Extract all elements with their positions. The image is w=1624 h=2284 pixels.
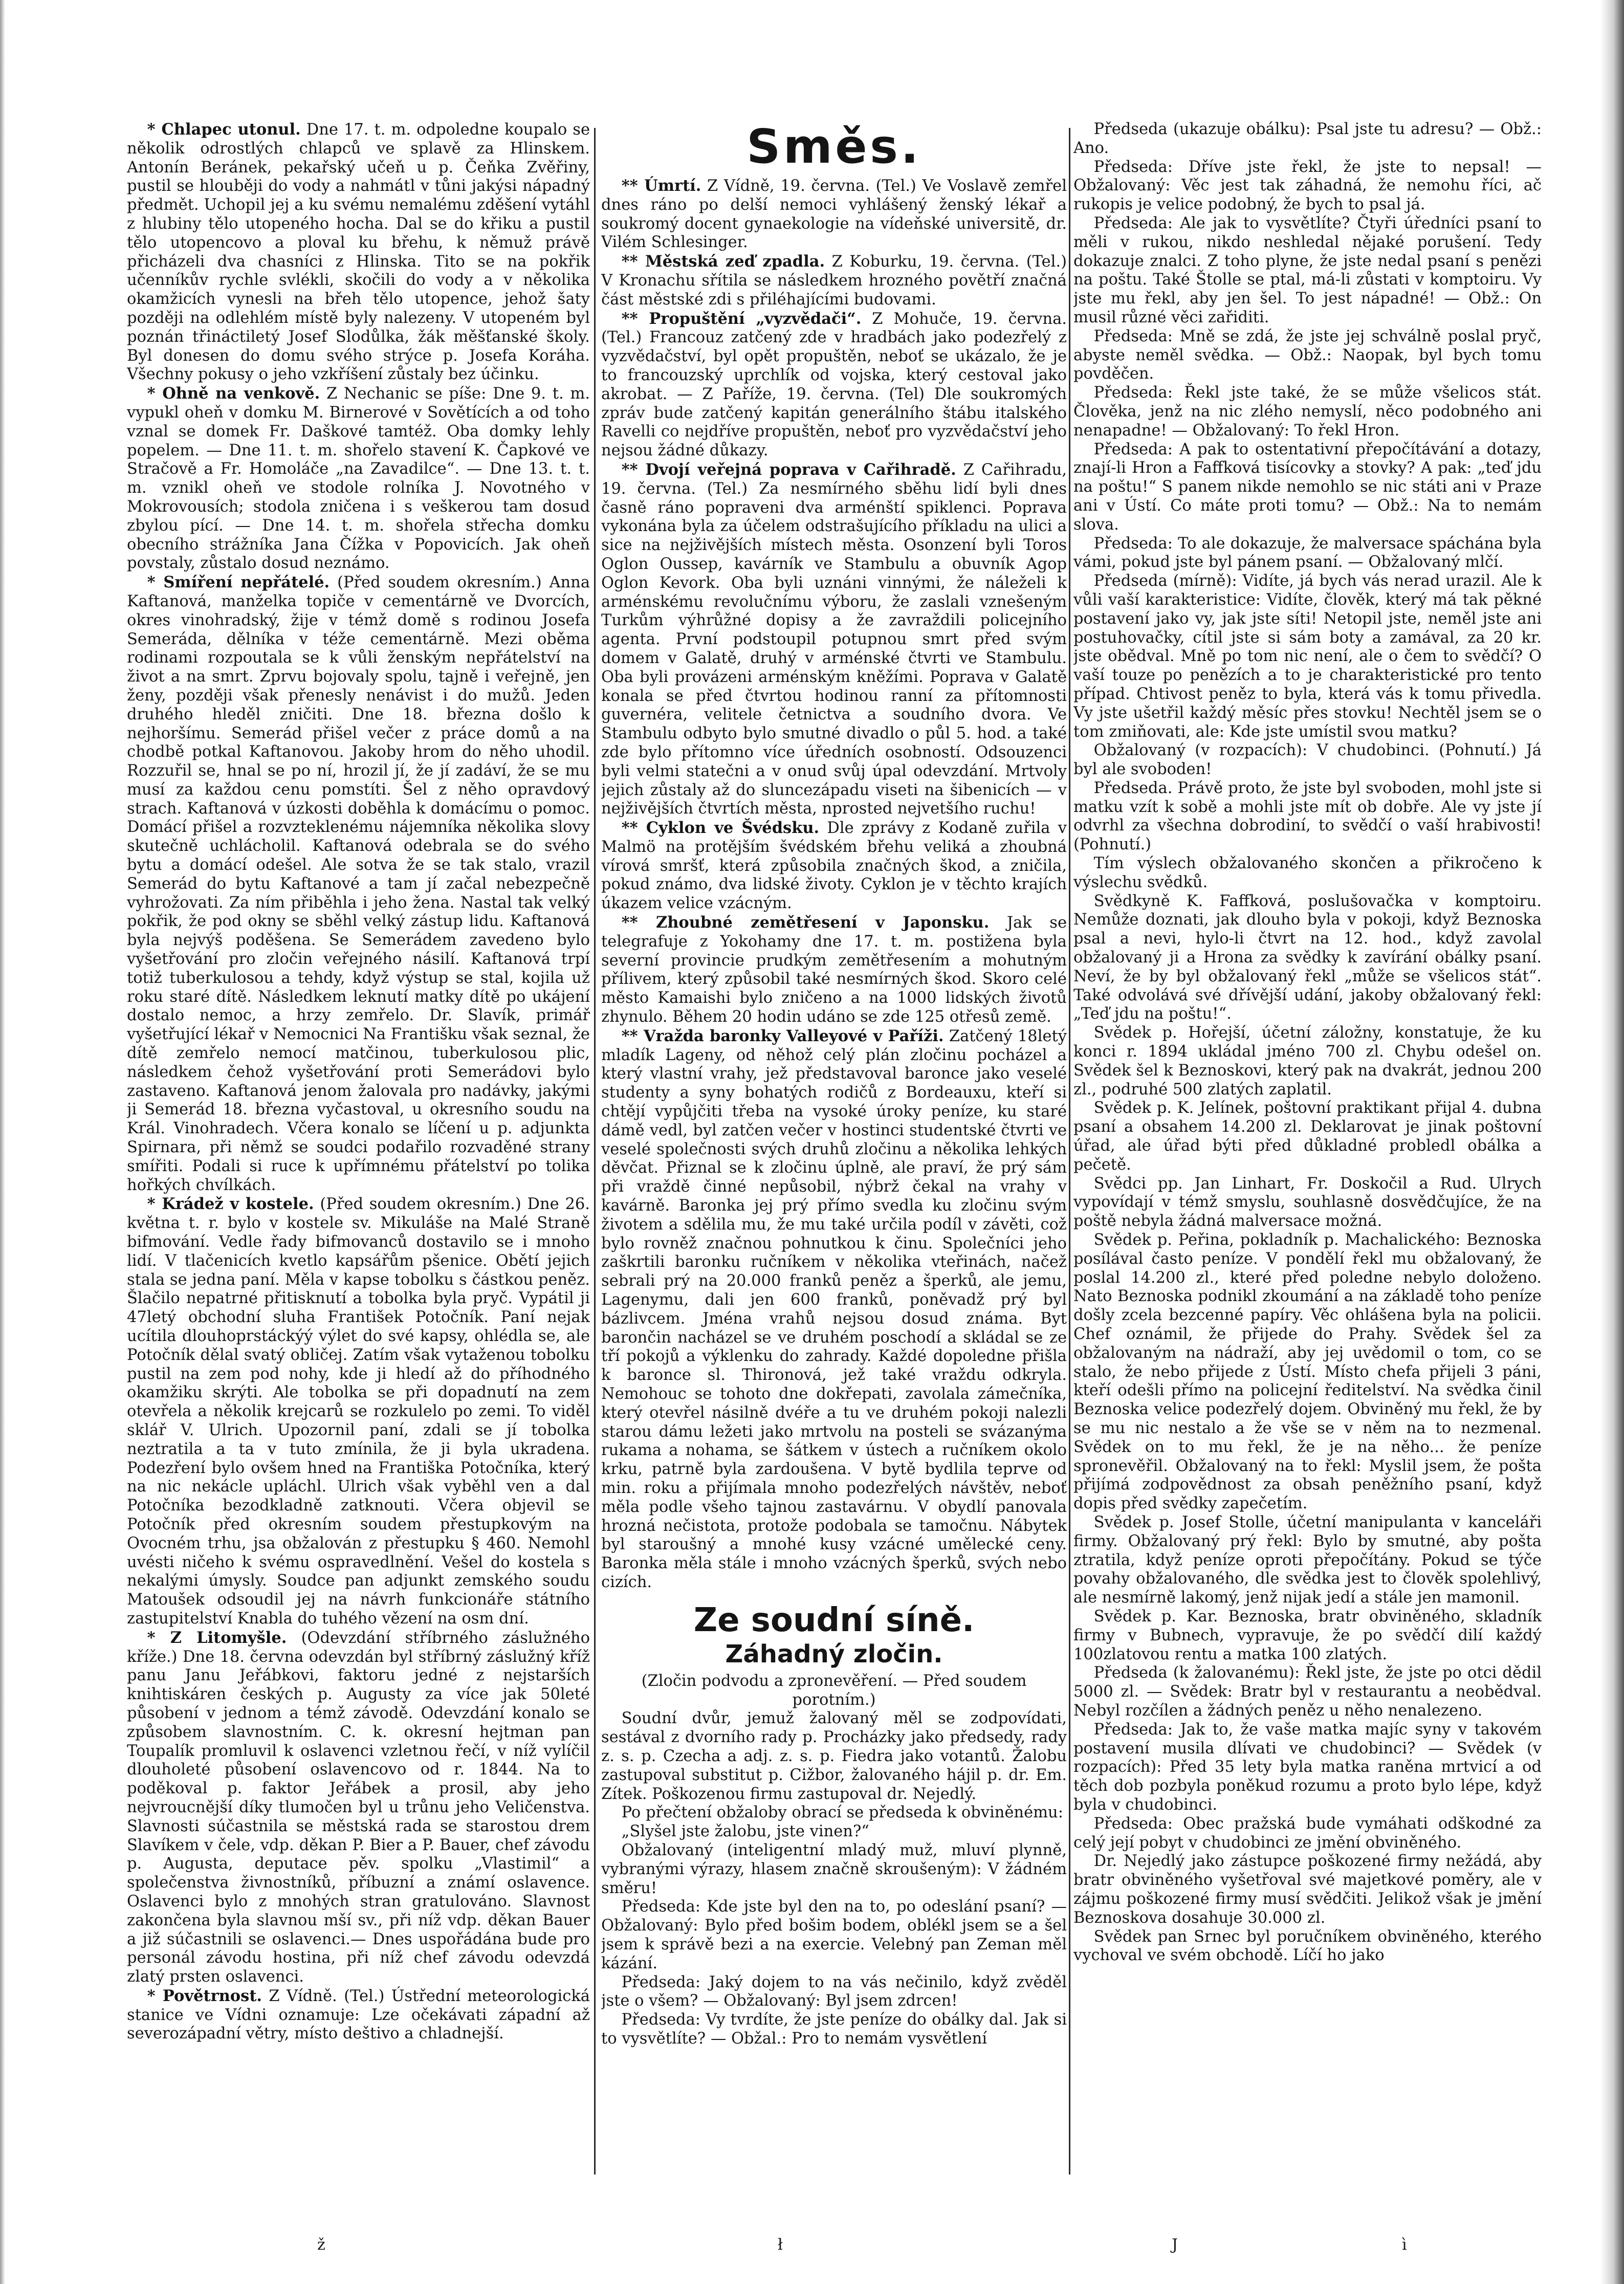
court-paragraph: Svědek p. Peřina, pokladník p. Machalického: Beznoska posílával často peníze. V pondělí řekl mu obžalovaný, že poslal 14.200 zl., které před poledne nebylo doloženo. Nato Beznoska podnikl zkoumání a na základě toho peníze došly zcela bezcenné papíry. Věc ohlášena byla na policii. Chef oznámil, že přijede do Prahy. Svědek šel za obžalovaným na nádraží, aby jej uvědomil o tom, co se stalo, že nebo přijede z Ústí. Místo chefa přijeli 3 páni, kteří odešli přímo na policejní ředitelství. Na svědka činil Beznoska velice podezřelý dojem. Obviněný mu řekl, že by se mu nic nestalo a že vše se v něm na to nezmenal. Svědek on to mu řekl, že je na něho... že peníze spronevěřil. Obžalovaný na to řekl: Myslil jsem, že pošta přijímá zodpovědnost za obsah peněžního psaní, když dopis před svědky zapečetím. [1073, 1231, 1542, 1513]
article-headline: ** Cyklon ve Švédsku. [621, 819, 820, 838]
article-headline: * Ohně na venkově. [147, 384, 320, 403]
print-mark: ž [317, 2236, 325, 2254]
article-text: Jak se telegrafuje z Yokohamy dne 17. t. m. postižena byla severní provincie prudkým zemětřesením a mohutným přílivem, který způsobil také nesmírných škod. Skoro celé město Kamaishi bylo zničeno a na 1000 lidských životů zhynulo. Během 20 hodin udáno se zde 125 otřesů země. [601, 914, 1067, 1026]
article-paragraph [127, 1987, 590, 2044]
article-headline: * Z Litomyšle. [147, 1628, 287, 1647]
article-headline: ** Úmrtí. [621, 177, 701, 195]
court-paragraph: Předseda: To ale dokazuje, že malversace spáchána byla vámi, pokud jste byl pánem psaní. — Obžalovaný mlčí. [1073, 534, 1542, 572]
court-paragraph: Předseda: Obec pražská bude vymáhati odškodné za celý její pobyt v chudobinci ze jmění obviněného. [1073, 1814, 1542, 1852]
court-paragraph: Tím výslech obžalovaného skončen a přikročeno k výslechu svědků. [1073, 854, 1542, 891]
article-text: Dle zprávy z Kodaně zuřila v Malmö na protějším švédském břehu veliká a zhoubná vírová smršť, která způsobila značných škod, a zničila, pokud známo, dva lidské životy. Cyklon je v těchto krajích úkazem velice vzácným. [601, 819, 1067, 913]
print-mark: J [1172, 2236, 1178, 2254]
court-paragraph: Předseda: Dříve jste řekl, že jste to nepsal! — Obžalovaný: Věc jest tak záhadná, že nemohu říci, ač rukopis je velice podobný, že bych to psal já. [1073, 158, 1542, 214]
article-text: Zatčený 18letý mladík Lageny, od něhož celý plán zločinu pocházel a který vlastní vrahy, jež představoval baronce jako veselé studenty a syny bohatých rodičů z Bordeauxu, kteří si chtějí vypůjčiti třeba na vysoké úroky peníze, ku staré dámě vedl, byl zatčen večer v hostinci studentské čtvrti ve veselé společnosti svých druhů zločinu a několika lehkých děvčat. Přiznal se k zločinu úplně, ale praví, že prý sám při vraždě činné nepůsobil, nýbrž čekal na vrahy v kavárně. Baronka jej prý přímo svedla ku zločinu svým životem a sdělila mu, že mu také určila podíl v závěti, což bylo rovněž značnou pohnutkou k činu. Společníci jeho zaškrtili baronku ručníkem v několika vteřinách, načež sebrali prý na 20.000 franků peněz a šperků, ale jemu, Lagenymu, dali jen 600 franků, poněvadž prý byl bázlivcem. Jména vrahů nejsou dosud známa. Byt barončin nacházel se ve druhém poschodí a skládal se ze tří pokojů a výklenku do zahrady. Každé dopoledne přišla k baronce sl. Thironová, jež také vraždu odkryla. Nemohouc se tohoto dne dokřepati, zavolala zámečníka, který otevřel násilně dvéře a tu ve druhém pokoji nalezli starou dámu ležeti jako mrtvolu na posteli se svázanýma rukama a nohama, se šátkem v ústech a ručníkem okolo krku, patrně byla zardoušena. V bytě bydlila teprve od min. roku a přijímala mnoho podezřelých návštěv, neboť měla podle všeho tajnou zastavárnu. V obydlí panovala hrozná nečistota, protože podobala se tamočnu. Nábytek byl staroušný a mnohé kusy vzácné umělecké ceny. Baronka měla stále i mnoho vzácných šperků, svých nebo cizích. [601, 1027, 1067, 1591]
article-text: Z Nechanic se píše: Dne 9. t. m. vypukl oheň v domku M. Birnerové v Sovětících a od toho vznal se domek Fr. Daškové tamtéž. Oba domky lehly popelem. — Dne 11. t. m. shořelo stavení K. Čapkové ve Stračově a Fr. Homoláče „na Zavadilce“. — Dne 13. t. t. m. vznikl oheň ve stodole rolníka J. Novotného v Mokrovousích; stodola zničena i s veškerou tam dosud zbylou pící. — Dne 14. t. m. shořela střecha domku obecního strážníka Jana Čížka v Popovicích. Jak oheň povstaly, zůstalo dosud neznámo. [127, 385, 590, 573]
miscellany-articles [601, 177, 1067, 1592]
court-paragraph: Soudní dvůr, jemuž žalovaný měl se zodpovídati, sestával z dvorního rady p. Procházky jako předsedy, rady z. s. p. Czecha a adj. z. s. p. Fiedra jako votantů. Žalobu zastupoval substitut p. Cižbor, žalovaného hájil p. dr. Em. Zítek. Poškozenou firmu zastupoval dr. Nejedlý. [601, 1709, 1067, 1803]
court-paragraph: Předseda (ukazuje obálku): Psal jste tu adresu? — Obž.: Ano. [1073, 120, 1542, 157]
print-mark: ì [1402, 2236, 1407, 2254]
article-text: (Odevzdání stříbrného záslužného kříže.) Dne 18. června odevzdán byl stříbrný záslužný kříž panu Janu Jeřábkovi, faktoru jedné z nejstarších knihtiskáren českých p. Augusty za více jak 50leté působení v jednom a témž závodě. Odevzdání konalo se způsobem slavnostním. C. k. okresní hejtman pan Toupalík promluvil k oslavenci vzletnou řečí, v níž vylíčil dlouholeté působení oslavencovo od r. 1844. Na to poděkoval p. faktor Jeřábek a prosil, aby jeho nejvroucnější díky tlumočen byl u trůnu jeho Veličenstva. Slavnosti súčastnila se městská rada se starostou drem Slavíkem v čele, vdp. děkan P. Bier a P. Bauer, chef závodu p. Augusta, deputace pěv. spolku „Vlastimil“ a společenstva živnostníků, příbuzní a známí oslavence. Oslavenci bylo z mnohých stran gratulováno. Slavnost zakončena byla slavnou mší sv., při níž vdp. děkan Bauer a již súčastnili se oslavenci.— Dnes uspořádána bude pro personál závodu hostina, při níž chef závodu odevzdá zlatý prsten oslavenci. [127, 1629, 590, 1986]
court-section-title: Ze soudní síně. [693, 1601, 975, 1639]
section-masthead-smes: Směs. [747, 120, 921, 174]
court-paragraph: Předseda: Kde jste byl den na to, po odeslání psaní? — Obžalovaný: Bylo před bošim bodem, oblékl jsem se a šel jsem k správě bezi a na exercie. Velebný pan Zeman měl kázání. [601, 1898, 1067, 1972]
court-paragraph: Svědci pp. Jan Linhart, Fr. Doskočil a Rud. Ulrych vypovídají v témž smyslu, souhlasně dosvědčujíce, že na poště nebyla žádná malversace možná. [1073, 1174, 1542, 1231]
column-rule-right [1069, 128, 1070, 2175]
page-left-edge [0, 0, 5, 2284]
court-paragraph: Předseda: Jaký dojem to na vás nečinilo, když zvěděl jste o všem? — Obžalovaný: Byl jsem zdrcen! [601, 1973, 1067, 2010]
court-paragraph: Předseda (k žalovanému): Řekl jste, že jste po otci dědil 5000 zl. — Svědek: Bratr byl v restaurantu a neobědval. Nebyl rozčílen a žádných peněz u něho nenalezeno. [1073, 1664, 1542, 1720]
court-paragraph: Předseda (mírně): Vidíte, já bych vás nerad urazil. Ale k vůli vaší karakteristice: Vidíte, člověk, který má tak pěkné postavení jako vy, jak jste síti! Netopil jste, neměl jste ani postuhovačky, cítil jste si sám boty a zamával, za 20 kr. jste obědval. Mně po tom nic není, ale o čem to svědčí? O vaší touze po penězích a to je charakteristické pro tento případ. Chtivost peněz to byla, která vás k tomu přivedla. Vy jste ušetřil každý měsíc přes stovku! Nechtěl jsem se o tom zmiňovati, ale: Kde jste umístil svou matku? [1073, 572, 1542, 741]
court-paragraph: Předseda: Jak to, že vaše matka majíc syny v takovém postavení musila dlívati ve chudobinci? — Svědek (v rozpacích): Před 35 lety byla matka raněna mrtvicí a od těch dob pozbyla poněkud rozumu a proto bylo lépe, když byla v chudobinci. [1073, 1720, 1542, 1814]
article-paragraph [127, 1629, 590, 1987]
article-text: Z Koburku, 19. června. (Tel.) V Kronachu sřítila se následkem hrozného povětří značná část městské zdi s přiléhajícími budovami. [601, 253, 1067, 309]
article-headline: * Povětrnost. [147, 1986, 262, 2005]
court-paragraph: Svědek p. Josef Stolle, účetní manipulanta v kanceláři firmy. Obžalovaný prý řekl: Bylo by smutné, aby pošta ztratila, když peníze oproti přepočítány. Pokud se týče povahy obžalovaného, dle svědka jest to člověk spolehlivý, ale nesmírně lakomý, jenž nijak jedí a stále jen mamonil. [1073, 1513, 1542, 1607]
court-paragraph: Předseda: Mně se zdá, že jste jej schválně poslal pryč, abyste neměl svědka. — Obž.: Naopak, byl bych tomu povděčen. [1073, 327, 1542, 383]
court-paragraph: Předseda: Vy tvrdíte, že jste peníze do obálky dal. Jak si to vysvětlíte? — Obžal.: Pro to nemám vysvětlení [601, 2011, 1067, 2048]
court-article-body [601, 1709, 1067, 2048]
article-paragraph [601, 460, 1067, 819]
court-paragraph: Předseda. Právě proto, že jste byl svoboden, mohl jste si matku vzít k sobě a mohli jste mít ob dobře. Ale vy jste jí odvrhl za všechna dobrodiní, to svědčí o vaší hrabivosti! (Pohnutí.) [1073, 779, 1542, 854]
court-paragraph: Svědek p. Kar. Beznoska, bratr obviněného, skladník firmy v Bubnech, vypravuje, že po svědčí dilí každý 100zlatovou rentu a matka 100 zlatých. [1073, 1607, 1542, 1663]
print-mark: ł [778, 2236, 783, 2254]
article-text: Z Vídně, 19. června. (Tel.) Ve Voslavě zemřel dnes ráno po delší nemoci vyhlášený ženský lékař a soukromý docent gynaekologie na vídeňské universitě, dr. Vilém Schlesinger. [601, 177, 1067, 252]
article-text: (Před soudem okresním.) Dne 26. května t. r. bylo v kostele sv. Mikuláše na Malé Straně bifmování. Vedle řady bifmovanců dostavilo se i mnoho lidí. V tlačenicích kvetlo kapsářům pšenice. Obětí jejich stala se jedna paní. Měla v kapse tobolku s částkou peněz. Šlačilo nepatrné přitisknutí a tobolka byla pryč. Vypátil ji 47letý obchodní sluha František Potočník. Paní nejak ucítila dlouhoprstáckýý výlet do své kapsy, ohlédla se, ale Potočník dělal svatý obličej. Zatím však vytaženou tobolku pustil na zem pod nohy, kde ji hledí až do příhodného okamžiku skrýti. Ale tobolka se při dopadnutí na zem otevřela a několik krejcarů se rozkulelo po zemi. To viděl sklář V. Ulrich. Upozornil paní, zdali se jí tobolka neztratila a ta v tuto zmínila, že ji byla ukradena. Podezření bylo ovšem hned na Františka Potočníka, který na nic nekácle upláchl. Ulrich však vyběhl ven a dal Potočníka bezodkladně zatknouti. Včera objevil se Potočník před okresním soudem přestupkovým na Ovocném trhu, jsa obžalován z přestupku § 460. Nemohl uvésti ničeho k svému ospravedlnění. Vešel do kostela s nekalými úmysly. Soudce pan adjunkt zemského soudu Matoušek odsoudil jej na návrh funkcionáře státního zastupitelství Knabla do tuhého vězení na osm dní. [127, 1195, 590, 1628]
article-headline: ** Městská zeď zpadla. [621, 252, 825, 271]
article-text: Z Vídně. (Tel.) Ústřední meteorologická stanice ve Vídni oznamuje: Lze očekávati západní až severozápadní větry, místo deštivo a chladnejší. [127, 1987, 590, 2043]
bottom-print-marks [0, 2236, 1624, 2256]
article-paragraph [601, 252, 1067, 309]
article-headline: * Chlapec utonul. [147, 120, 301, 139]
court-paragraph: Předseda: A pak to ostentativní přepočítávání a dotazy, znají-li Hron a Faffková tisícovky a stovky? A pak: „teď jdu na poštu!“ S panem nikde nemohlo se nic státi ani v Praze ani v Ústí. Co máte proti tomu? — Obž.: Na to nemám slova. [1073, 440, 1542, 534]
article-paragraph [601, 310, 1067, 460]
article-paragraph [127, 120, 590, 384]
court-paragraph: Dr. Nejedlý jako zástupce poškozené firmy nežádá, aby bratr obviněného vyšetřoval své majetkové poměry, ale v zájmu poškozené firmy musí svědčiti. Jelikož však je jmění Beznoskova dosahuje 30.000 zl. [1073, 1852, 1542, 1927]
article-paragraph [127, 384, 590, 573]
article-paragraph [601, 819, 1067, 913]
article-headline: ** Zhoubné zemětřesení v Japonsku. [621, 913, 990, 932]
column-local-news [127, 120, 590, 2192]
court-paragraph: Obžalovaný (v rozpacích): V chudobinci. (Pohnutí.) Já byl ale svoboden! [1073, 741, 1542, 779]
column-miscellany [601, 120, 1067, 2192]
court-paragraph: Svědek p. Hořejší, účetní záložny, konstatuje, že ku konci r. 1894 ukládal jméno 700 zl. Chybu odešel on. Svědek šel k Beznoskovi, který pak na dvakrát, jednou 200 zl., podruhé 500 zlatých zaplatil. [1073, 1024, 1542, 1099]
court-article-deck: (Zločin podvodu a zpronevěření. — Před soudem porotním.) [641, 1672, 1027, 1709]
article-paragraph [127, 1195, 590, 1628]
court-paragraph: Svědkyně K. Faffková, poslušovačka v komptoiru. Nemůže doznati, jak dlouho byla v pokoji, když Beznoska psal a nevi, hylo-li čtvrt na 12. hod., když zavolal obžalovaný ji a Hrona za svědky k zavírání obálky psaní. Neví, že by byl obžalovaný řekl „může se všelicos stát“. Také odvolává své dřívější udání, jakoby obžalovaný řekl: „Teď jdu na poštu!“. [1073, 892, 1542, 1023]
court-paragraph: Po přečtení obžaloby obrací se předseda k obviněnému: [621, 1804, 1063, 1822]
article-headline: ** Vražda baronky Valleyové v Paříži. [621, 1026, 944, 1045]
article-headline: * Krádež v kostele. [147, 1195, 314, 1214]
court-article-headline: Záhadný zločin. [725, 1639, 943, 1668]
article-paragraph [601, 1027, 1067, 1592]
article-headline: * Smíření nepřátelé. [147, 573, 330, 592]
court-paragraph: Předseda: Řekl jste také, že se může všelicos stát. Člověka, jenž na nic zlého nemyslí, něco podobného ani nenapadne! — Obžalovaný: To řekl Hron. [1073, 384, 1542, 440]
court-paragraph: Předseda: Ale jak to vysvětlíte? Čtyři úředníci psaní to měli v rukou, nikdo neshledal nějaké porušení. Tedy dokazuje znalci. Z toho plyne, že jste nedal psaní s penězi na poštu. Také Štolle se ptal, má-li zůstati v komptoiru. Vy jste mu řekl, aby jen šel. To jest nápadné! — Obž.: On musil různé věci zařiditi. [1073, 214, 1542, 326]
article-text: Z Cařihradu, 19. června. (Tel.) Za nesmírného sběhu lidí byli dnes časně ráno popraveni dva arménští spiklenci. Poprava vykonána byla za účelem odstrašujícího příkladu na ulici a sice na nejživějších místech města. Osonzení byli Toros Oglon Oussep, kavárník ve Stambulu a obuvník Agop Oglon Kevork. Oba byli uznáni vinnými, že náleželi k arménskému revolučnímu výboru, že zaslali vznešeným Turkům výhrůžné dopisy a že zavraždili policejního agenta. První podstoupil potupnou smrt před svým domem v Galatě, druhý v arménské čtvrti ve Stambulu. Oba byli provázeni arménským kněžími. Poprava v Galatě konala se před čtvrtou hodinou ranní za přítomnosti guvernéra, velitele četnictva a soudního dvora. Ve Stambulu odbyto bylo smutné divadlo o půl 5. hod. a také zde bylo přítomno více úředních osobností. Odsouzenci byli velmi statečni a v onud svůj úpal odevzdání. Mrtvoly jejich zůstaly až do sluncezápadu viseti na šibenicích — v nejživějších čtvrtích města, nprosted nejvetšího ruchu! [601, 460, 1067, 818]
article-headline: ** Propuštění „vyzvědači“. [621, 309, 862, 328]
court-paragraph: Svědek p. K. Jelínek, poštovní praktikant přijal 4. dubna psaní a obsahem 14.200 zl. Deklarovat je jinak poštovní úřad, ale úřad býti před důkladné probledl obálka a pečetě. [1073, 1099, 1542, 1174]
article-text: Z Mohuče, 19. června. (Tel.) Francouz zatčený zde v hradbách jako podezřelý z vyzvědačství, byl opět propuštěn, neboť se ukázalo, že je to francouzský uprchlík od vojska, který cestoval jako akrobat. — Z Paříže, 19. června. (Tel) Dle soukromých zpráv bude zatčený kapitán generálního štábu italského Ravelli co nejdříve propuštěn, neboť pro vyzvědačství jeho nejsou žádné důkazy. [601, 310, 1067, 460]
page-right-shadow [1600, 0, 1624, 2284]
article-text: Dne 17. t. m. odpoledne koupalo se několik odrostlých chlapců ve splavě za Hlinskem. Antonín Beránek, pekařský učeň u p. Čeňka Zvěřiny, pustil se hlouběji do vody a nahmátl v tůni jakýsi nápadný předmět. Uchopil jej a ku svému nemalému zděšení vytáhl z hlubiny tělo utopeného hocha. Dal se do křiku a pustil tělo utopencovo a ploval ku břehu, k němuž právě přicházeli dva chasníci z Hlinska. Tito se na pokřik učenníkův rychle svlékli, skočili do vody a v několika okamžicích vynesli na břeh tělo utopence, jehož šaty později na odlehlém místě byly nalezeny. V utopeném byl poznán třináctiletý Josef Slodůlka, žák měšťanské školy. Byl donesen do domu svého strýce p. Josefa Koráha. Všechny pokusy o jeho vzkříšení zůstaly bez účinku. [127, 121, 590, 384]
column-court-continued [1073, 120, 1542, 2192]
court-paragraph: Obžalovaný (inteligentní mladý muž, mluví plynně, vybranými výrazy, hlasem značně skroušeným): V žádném směru! [601, 1841, 1067, 1897]
court-paragraph: „Slyšel jste žalobu, jste vinen?“ [621, 1822, 869, 1841]
article-text: (Před soudem okresním.) Anna Kaftanová, manželka topiče v cementárně ve Dvorcích, okres vinohradský, žije v témž domě s rodinou Josefa Semeráda, dělníka v téže cementárně. Mezi oběma rodinami rozpoutala se k vůli ženským nepřátelství na život a na smrt. Zprvu bojovaly spolu, tajně i veřejně, jen ženy, později však přenesly nenávist i do mužů. Jeden druhého hleděl zničiti. Dne 18. března došlo k nejhoršímu. Semerád přišel večer z práce domů a na chodbě potkal Kaftanovou. Jakoby hrom do něho uhodil. Rozzuřil se, hnal se po ní, hrozil jí, že jí zadáví, že se mu musí za každou cenu pomstíti. Šel z něho opravdový strach. Kaftanová v úzkosti doběhla k domácímu o pomoc. Domácí přišel a rozvzteklenému nájemníka několika slovy skutečně uchlácholil. Kaftanová odebrala se do svého bytu a domácí odešel. Ale sotva že se tak stalo, vrazil Semerád do bytu Kaftanové a tam jí začal nebezpečně vyhrožovati. Za ním přiběhla i jeho žena. Nastal tak velký pokřik, že pod okny se sběhl velký zástup lidu. Kaftanová byla nejvýš poděšena. Se Semerádem zavedeno bylo vyšetřování pro zločin veřejného násilí. Kaftanová trpí totiž tuberkulosou a tehdy, když výstup se stal, kojila už roku staré dítě. Následkem leknutí matky dítě po ukájení dostalo nemoc, a hrzy zemřelo. Dr. Slavík, primář vyšetřující lékař v Nemocnici Na Františku však seznal, že dítě zemřelo nemocí matčinou, tuberkulosou plic, následkem čehož vyšetřování proti Semerádovi bylo zastaveno. Kaftanová jenom žalovala pro nadávky, jakými ji Semerád 18. března vyčastoval, u okresního soudu na Král. Vinohradech. Včera konalo se líčení u p. adjunkta Spirnara, při němž se soudci podařilo rozvaděné strany smířiti. Podali si ruce k upřímnému přátelství po tolika hořkých chvílkách. [127, 574, 590, 1194]
article-paragraph [601, 177, 1067, 252]
court-paragraph: Svědek pan Srnec byl poručníkem obviněného, kterého vychoval ve svém obchodě. Líčí ho jako [1073, 1927, 1542, 1965]
article-paragraph [601, 913, 1067, 1027]
column-rule-left [594, 128, 596, 2175]
article-paragraph [127, 573, 590, 1195]
article-headline: ** Dvojí veřejná poprava v Cařihradě. [621, 460, 956, 479]
